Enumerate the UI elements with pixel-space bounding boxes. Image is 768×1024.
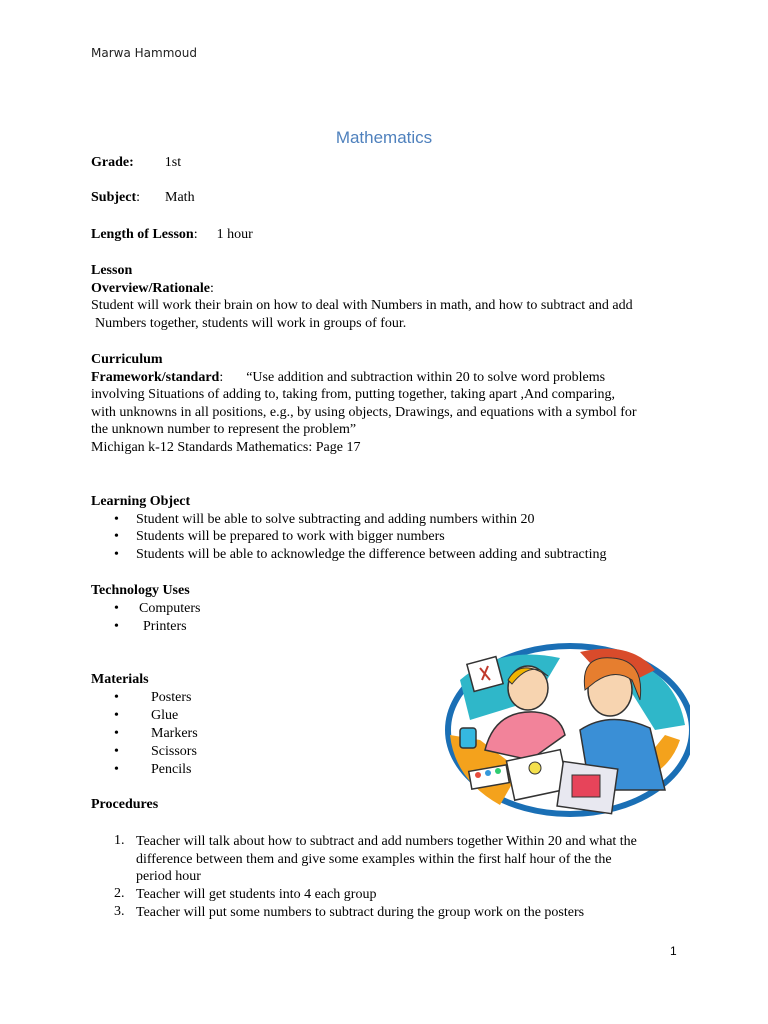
bullet-glyph: • <box>114 529 119 544</box>
procedure-number: 1. <box>114 833 125 848</box>
bullet-glyph: • <box>114 601 119 616</box>
length-label: Length of Lesson <box>91 227 194 242</box>
curriculum-quote-line2: involving Situations of adding to, taking from, putting together, taking apart ,And comparing, <box>91 387 615 402</box>
curriculum-label-line2: Framework/standard <box>91 369 220 385</box>
procedure-item <box>136 886 696 904</box>
subject-line <box>91 190 195 206</box>
header-author: Marwa Hammoud <box>91 46 197 60</box>
overview-colon: : <box>209 280 214 296</box>
overview-label-line1: Lesson <box>91 263 133 278</box>
teacher-student-clipart <box>440 640 690 820</box>
grade-value: 1st <box>164 155 182 170</box>
curriculum-label-line1: Curriculum <box>91 352 163 367</box>
materials-item: Scissors <box>151 744 197 759</box>
overview-label-line2: Overview/Rationale <box>91 280 210 296</box>
document-title: Mathematics <box>335 128 433 147</box>
learning-heading: Learning Object <box>91 494 191 509</box>
bullet-glyph: • <box>114 744 119 759</box>
length-value: 1 hour <box>216 227 253 242</box>
bullet-glyph: • <box>114 690 119 705</box>
curriculum-quote-line3: with unknowns in all positions, e.g., by using objects, Drawings, and equations with a symbol for <box>91 404 637 420</box>
subject-label: Subject <box>91 190 137 205</box>
technology-item: Printers <box>143 619 187 634</box>
technology-item: Computers <box>139 601 201 616</box>
length-colon: : <box>193 227 198 242</box>
curriculum-colon: : <box>219 369 224 385</box>
bullet-glyph: • <box>114 708 119 723</box>
procedures-heading: Procedures <box>91 797 159 812</box>
procedure-item <box>136 904 696 922</box>
materials-item: Glue <box>151 708 179 723</box>
overview-text-line2: Numbers together, students will work in groups of four. <box>95 315 407 331</box>
learning-item: Student will be able to solve subtracting and adding numbers within 20 <box>136 512 535 527</box>
procedure-item-line: period hour <box>136 869 201 884</box>
subject-value: Math <box>165 190 195 205</box>
page-number: 1 <box>670 944 677 958</box>
overview-text-line1: Student will work their brain on how to deal with Numbers in math, and how to subtract and add <box>91 298 633 313</box>
learning-item: Students will be prepared to work with bigger numbers <box>136 529 445 544</box>
materials-item: Pencils <box>151 762 192 777</box>
bullet-glyph: • <box>114 512 119 527</box>
bullet-glyph: • <box>114 619 119 634</box>
technology-heading: Technology Uses <box>91 583 190 598</box>
procedure-item <box>136 833 696 886</box>
grade-label: Grade: <box>91 155 134 170</box>
procedure-item-line: difference between them and give some examples within the first half hour of the the <box>136 851 612 867</box>
learning-item: Students will be able to acknowledge the difference between adding and subtracting <box>136 547 607 562</box>
procedure-item-line: Teacher will put some numbers to subtract during the group work on the posters <box>136 905 585 920</box>
bullet-glyph: • <box>114 762 119 777</box>
procedure-number: 3. <box>114 904 125 919</box>
procedure-item-line: Teacher will get students into 4 each group <box>136 887 377 902</box>
procedure-number: 2. <box>114 886 125 901</box>
grade-line <box>91 155 181 171</box>
bullet-glyph: • <box>114 726 119 741</box>
materials-heading: Materials <box>91 672 149 687</box>
length-line <box>91 227 253 243</box>
curriculum-quote-line4: the unknown number to represent the problem” <box>91 422 357 437</box>
bullet-glyph: • <box>114 547 119 562</box>
materials-item: Posters <box>151 690 192 705</box>
materials-item: Markers <box>151 726 198 741</box>
subject-colon: : <box>136 190 141 205</box>
curriculum-source: Michigan k-12 Standards Mathematics: Page 17 <box>91 439 361 455</box>
procedure-item-line: Teacher will talk about how to subtract and add numbers together Within 20 and what the <box>136 834 637 849</box>
curriculum-section <box>91 351 691 456</box>
curriculum-quote-line1: “Use addition and subtraction within 20 to solve word problems <box>246 369 606 385</box>
overview-section <box>91 262 691 332</box>
